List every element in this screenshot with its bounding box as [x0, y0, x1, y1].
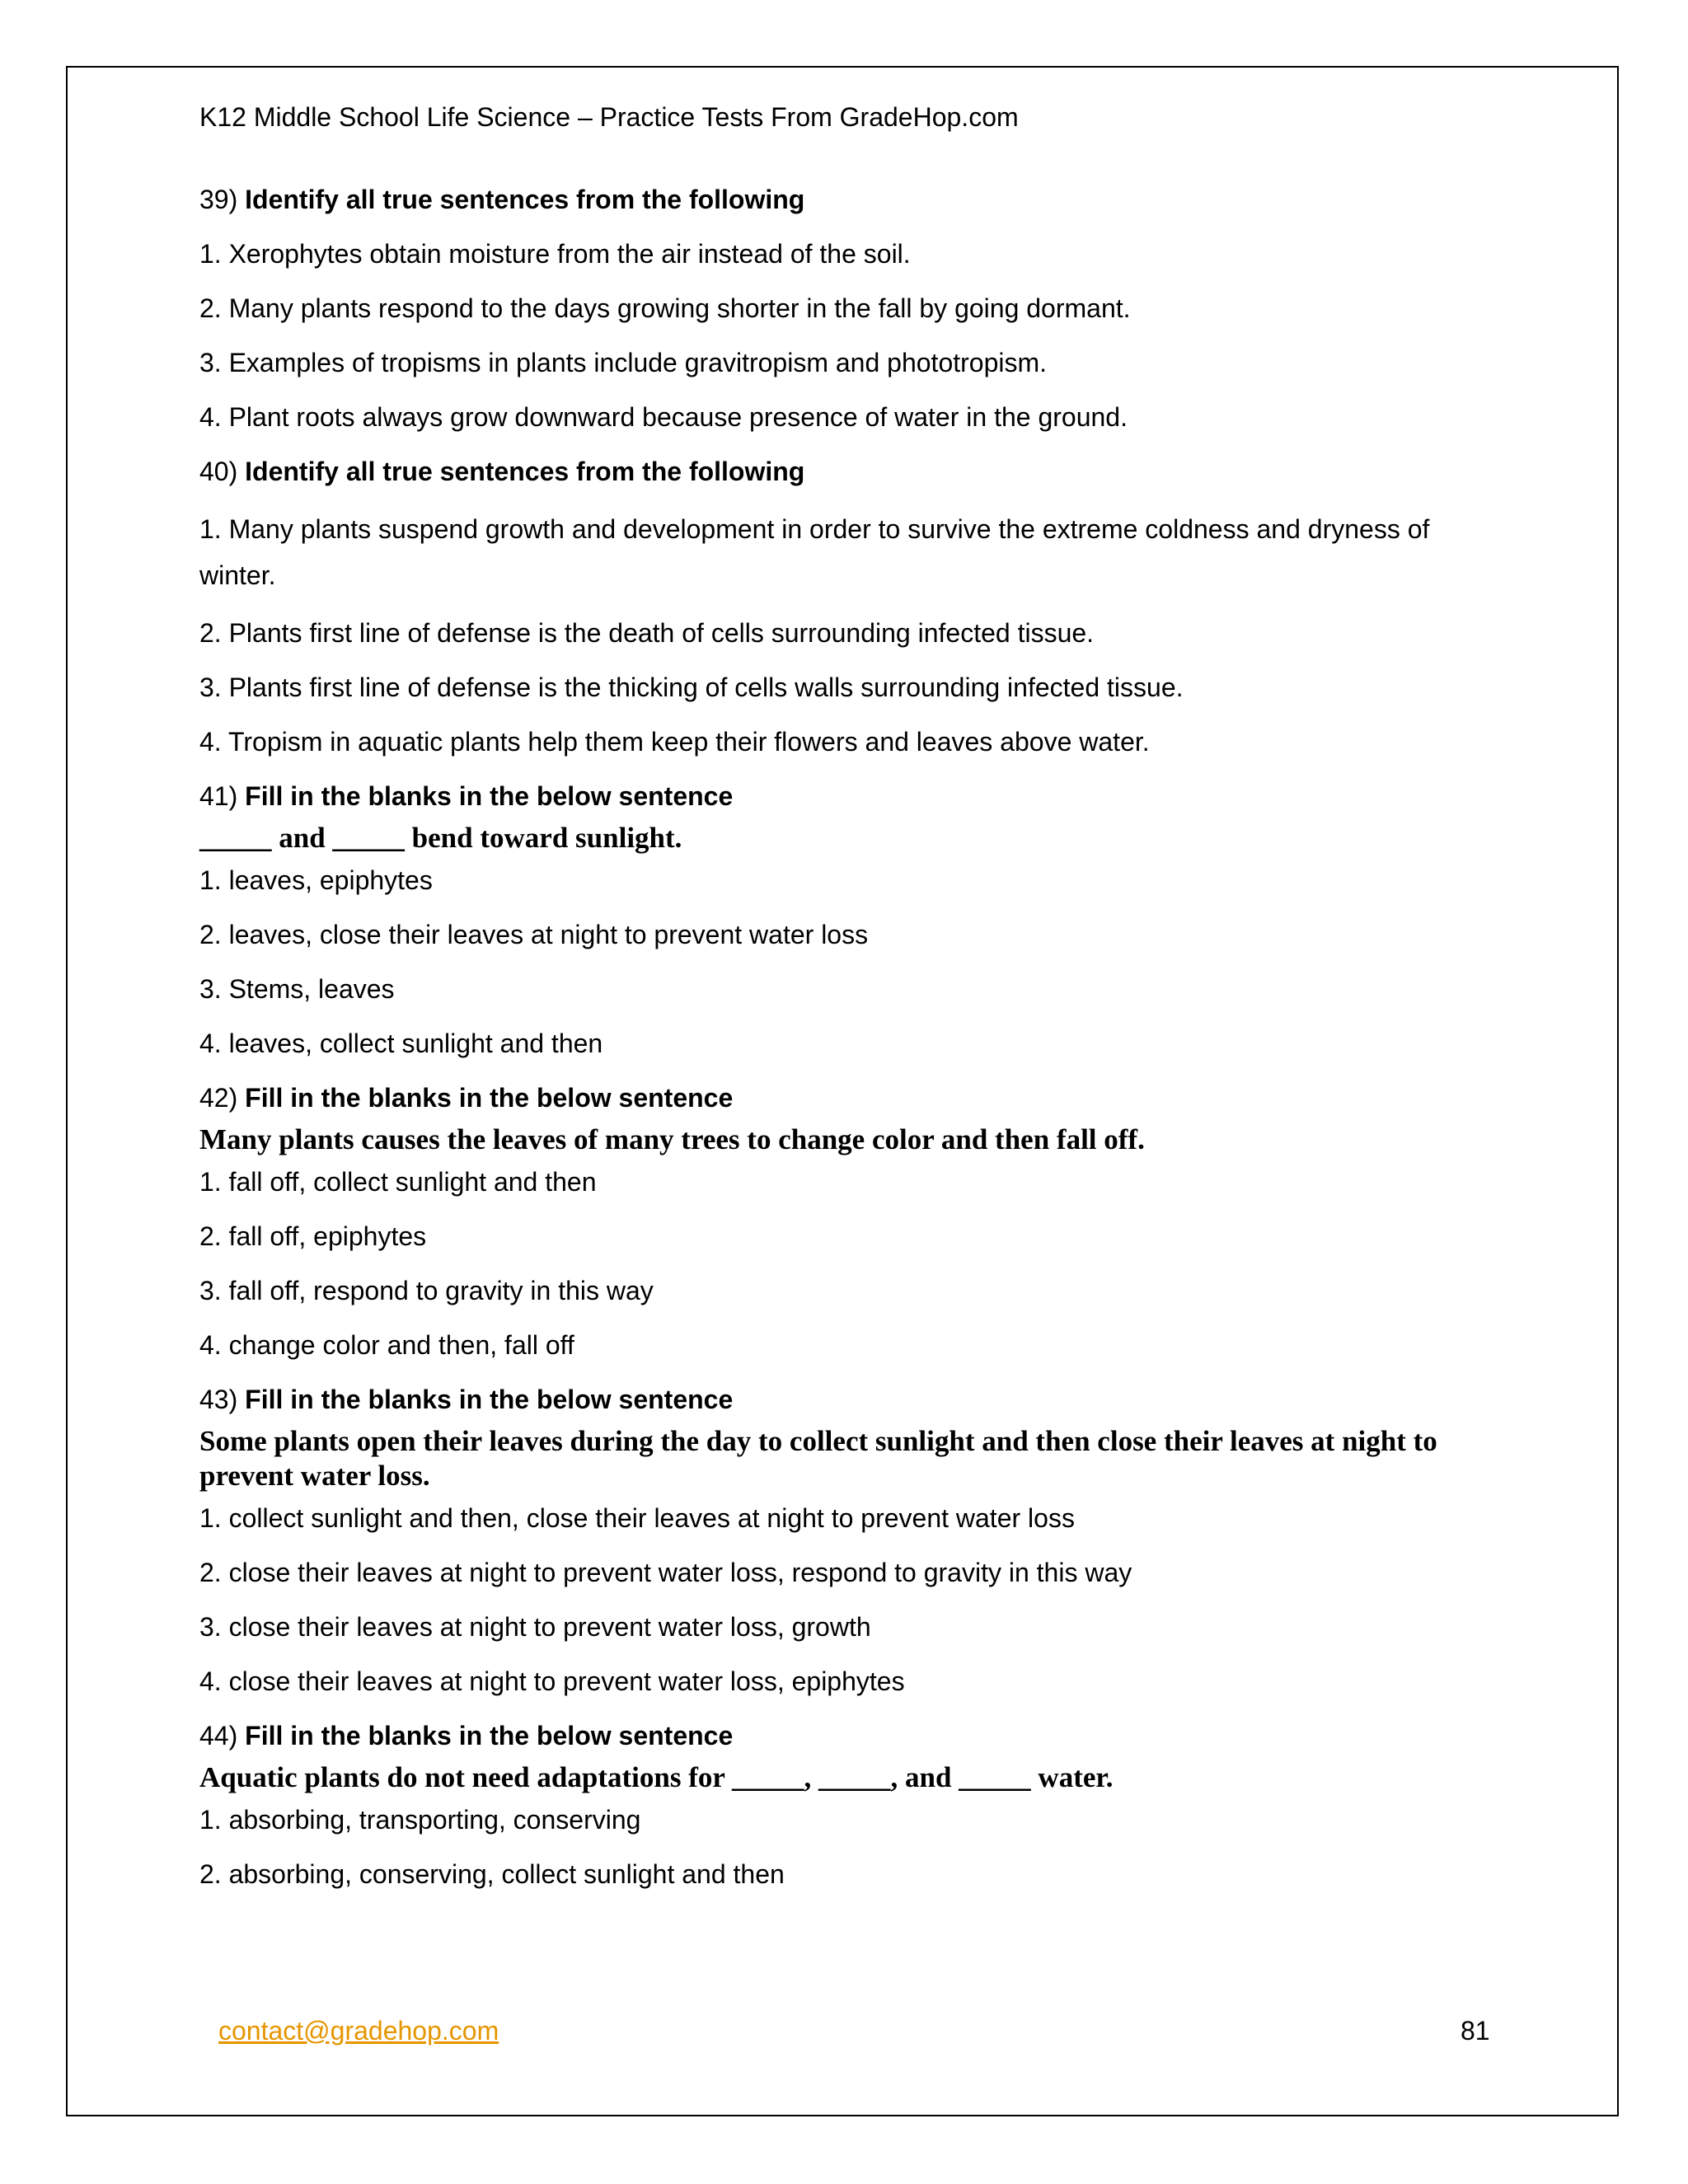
contact-email-link[interactable]: contact@gradehop.com	[218, 2016, 499, 2046]
fill-in-sentence: Some plants open their leaves during the day to collect sunlight and then close their leaves at night to prevent water loss.	[199, 1425, 1437, 1492]
question-44	[199, 1716, 1493, 1894]
answer-option: 4. close their leaves at night to prevent water loss, epiphytes	[199, 1666, 905, 1696]
question-number: 41)	[199, 781, 238, 811]
question-number: 43)	[199, 1385, 238, 1414]
question-39	[199, 180, 1493, 437]
question-title	[199, 452, 1493, 491]
answer-option: 4. change color and then, fall off	[199, 1330, 574, 1360]
page-header: K12 Middle School Life Science – Practice Tests From GradeHop.com	[199, 102, 1019, 132]
question-title	[199, 1716, 1493, 1755]
answer-option: 1. fall off, collect sunlight and then	[199, 1167, 597, 1197]
answer-option: 2. leaves, close their leaves at night to prevent water loss	[199, 920, 869, 949]
answer-option: 1. collect sunlight and then, close their leaves at night to prevent water loss	[199, 1503, 1075, 1533]
page-number: 81	[1461, 2016, 1490, 2046]
answer-option: 2. close their leaves at night to prevent water loss, respond to gravity in this way	[199, 1558, 1132, 1587]
answer-option: 2. Many plants respond to the days growing shorter in the fall by going dormant.	[199, 293, 1131, 323]
answer-option: 1. Many plants suspend growth and development in order to survive the extreme coldness and dryness of winter.	[199, 514, 1430, 590]
answer-option: 2. Plants first line of defense is the death of cells surrounding infected tissue.	[199, 618, 1095, 648]
fill-in-sentence: Many plants causes the leaves of many trees to change color and then fall off.	[199, 1123, 1145, 1155]
answer-option: 3. Examples of tropisms in plants include gravitropism and phototropism.	[199, 348, 1048, 377]
question-prompt: Identify all true sentences from the following	[245, 457, 805, 486]
answer-option: 3. Stems, leaves	[199, 974, 395, 1004]
question-42	[199, 1078, 1493, 1365]
question-prompt: Fill in the blanks in the below sentence	[245, 1083, 734, 1113]
fill-in-sentence: Aquatic plants do not need adaptations for _____, _____, and _____ water.	[199, 1761, 1114, 1793]
question-number: 39)	[199, 185, 238, 214]
question-prompt: Fill in the blanks in the below sentence	[245, 1385, 734, 1414]
question-title	[199, 180, 1493, 219]
answer-option: 4. leaves, collect sunlight and then	[199, 1029, 603, 1058]
question-number: 42)	[199, 1083, 238, 1113]
answer-option: 4. Plant roots always grow downward because presence of water in the ground.	[199, 402, 1128, 432]
answer-option: 1. leaves, epiphytes	[199, 865, 433, 895]
question-40	[199, 452, 1493, 762]
answer-option: 3. close their leaves at night to prevent water loss, growth	[199, 1612, 871, 1642]
question-43	[199, 1380, 1493, 1701]
answer-option: 1. absorbing, transporting, conserving	[199, 1805, 641, 1835]
question-title	[199, 1380, 1493, 1419]
answer-option: 3. Plants first line of defense is the thicking of cells walls surrounding infected tissue.	[199, 673, 1184, 702]
answer-option: 1. Xerophytes obtain moisture from the air instead of the soil.	[199, 239, 911, 269]
answer-option: 2. fall off, epiphytes	[199, 1221, 427, 1251]
question-number: 44)	[199, 1721, 238, 1750]
question-title	[199, 776, 1493, 816]
question-title	[199, 1078, 1493, 1118]
question-prompt: Fill in the blanks in the below sentence	[245, 1721, 734, 1750]
answer-option: 2. absorbing, conserving, collect sunlight and then	[199, 1859, 785, 1889]
page-content	[199, 97, 1493, 1909]
answer-option: 3. fall off, respond to gravity in this way	[199, 1276, 654, 1305]
fill-in-sentence: _____ and _____ bend toward sunlight.	[199, 822, 682, 854]
question-prompt: Identify all true sentences from the following	[245, 185, 805, 214]
question-41	[199, 776, 1493, 1063]
question-prompt: Fill in the blanks in the below sentence	[245, 781, 734, 811]
question-number: 40)	[199, 457, 238, 486]
answer-option: 4. Tropism in aquatic plants help them keep their flowers and leaves above water.	[199, 727, 1150, 757]
